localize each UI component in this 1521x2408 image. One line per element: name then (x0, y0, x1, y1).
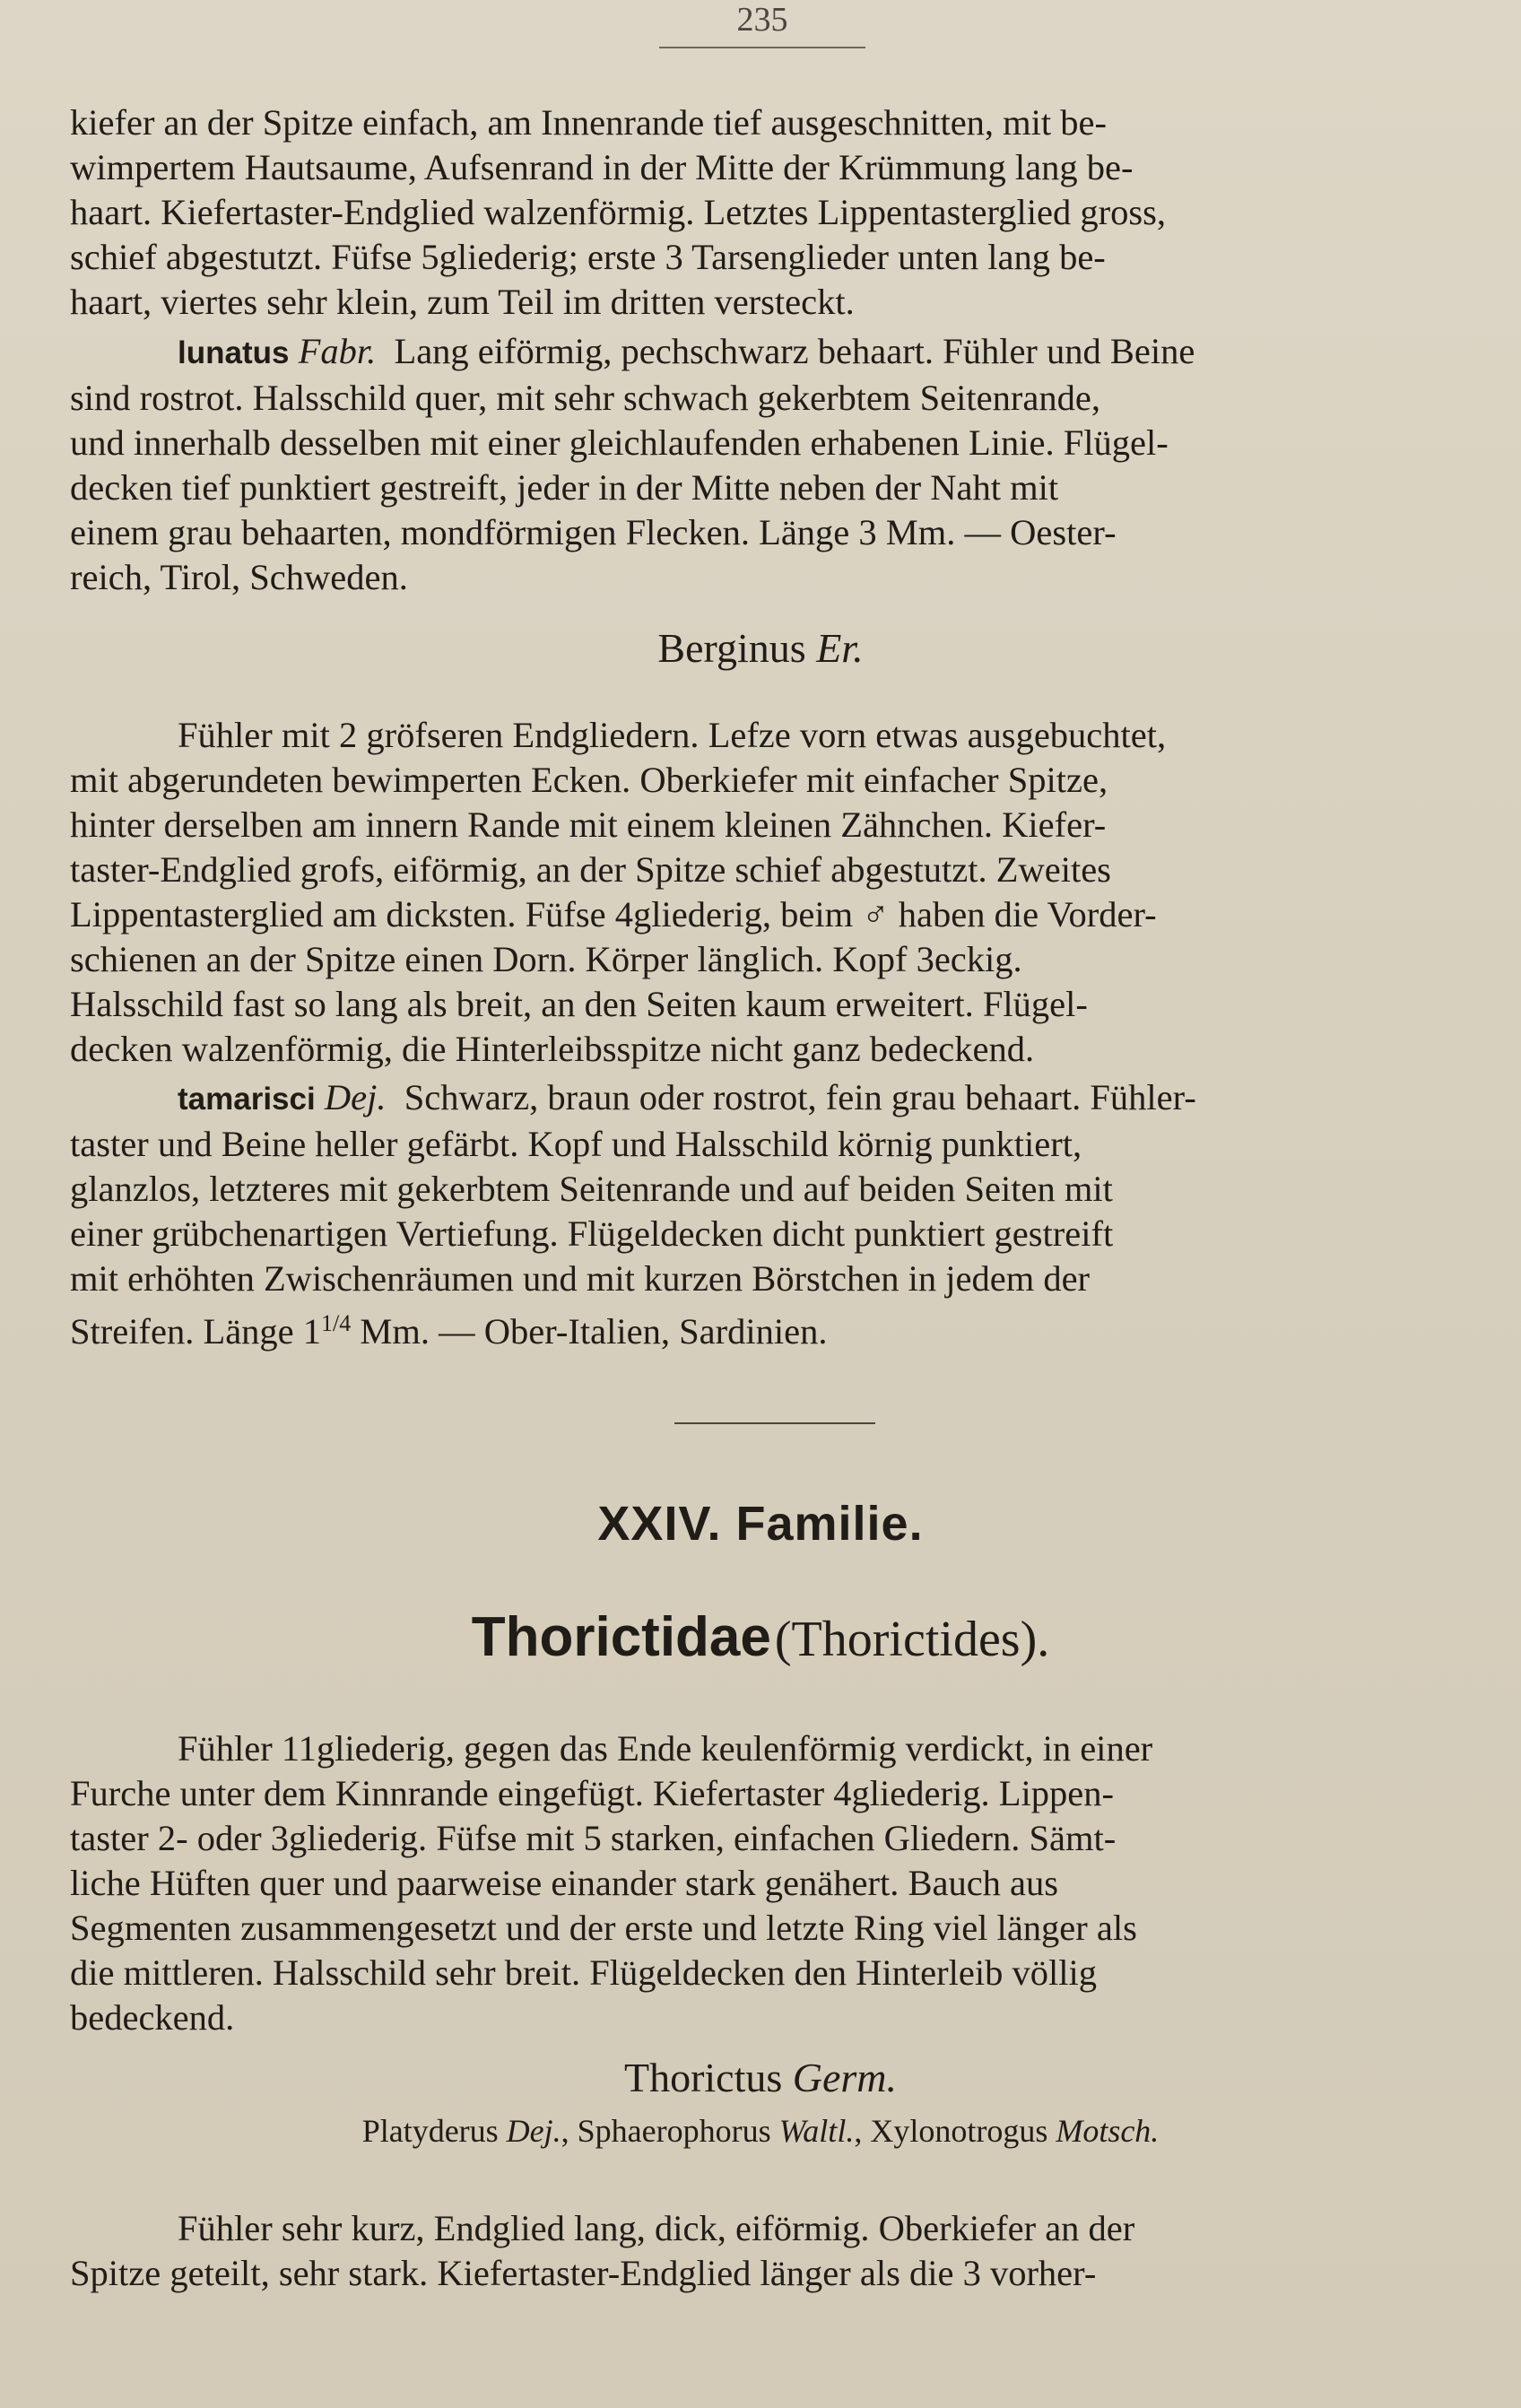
species-name: lunatus (178, 335, 290, 370)
text-line: einem grau behaarten, mondförmigen Flecken. Länge 3 Mm. — Oester- (70, 512, 1117, 552)
text-line: bedeckend. (70, 1997, 235, 2038)
genus-author: Er. (816, 625, 864, 671)
text-fragment: Mm. — Ober-Italien, Sardinien. (351, 1311, 828, 1352)
berginus-description (70, 713, 1451, 1072)
species-lunatus-entry (70, 329, 1451, 600)
text-line: taster-Endglied grofs, eiförmig, an der Spitze schief abgestutzt. Zweites (70, 849, 1111, 890)
text-line: Lippentasterglied am dicksten. Füfse 4gliederig, beim ♂ haben die Vorder- (70, 894, 1157, 935)
text-line: hinter derselben am innern Rande mit einem kleinen Zähnchen. Kiefer- (70, 804, 1107, 845)
header-rule (659, 47, 865, 48)
text-line: Furche unter dem Kinnrande eingefügt. Kiefertaster 4gliederig. Lippen- (70, 1773, 1114, 1813)
text-line: die mittleren. Halsschild sehr breit. Flügeldecken den Hinterleib völlig (70, 1952, 1097, 1993)
fraction: 1/4 (321, 1310, 352, 1336)
text-line: schienen an der Spitze einen Dorn. Körper länglich. Kopf 3eckig. (70, 939, 1022, 979)
synonym: Sphaerophorus (577, 2113, 771, 2149)
text-line: Schwarz, braun oder rostrot, fein grau behaart. Fühler- (404, 1077, 1196, 1117)
text-line: einer grübchenartigen Vertiefung. Flügeldecken dicht punktiert gestreift (70, 1213, 1114, 1254)
text-line: taster 2- oder 3gliederig. Füfse mit 5 starken, einfachen Gliedern. Sämt- (70, 1818, 1117, 1858)
synonym: Xylonotrogus (870, 2113, 1048, 2149)
section-divider (674, 1422, 875, 1424)
text-line: reich, Tirol, Schweden. (70, 557, 408, 597)
text-line: mit abgerundeten bewimperten Ecken. Oberkiefer mit einfacher Spitze, (70, 760, 1108, 800)
genus-heading-thorictus (0, 2054, 1521, 2101)
page-number: 235 (736, 1, 788, 39)
text-line: glanzlos, letzteres mit gekerbtem Seitenrande und auf beiden Seiten mit (70, 1169, 1113, 1209)
genus-name: Thorictus (623, 2055, 783, 2100)
species-name: tamarisci (178, 1082, 316, 1117)
text-line: taster und Beine heller gefärbt. Kopf und Halsschild körnig punktiert, (70, 1124, 1082, 1164)
species-author: Dej. (324, 1077, 387, 1117)
species-tamarisci-entry (70, 1075, 1451, 1354)
text-line: haart. Kiefertaster-Endglied walzenförmig. Letztes Lippentasterglied gross, (70, 192, 1166, 232)
family-name-heading (0, 1605, 1521, 1669)
genus-name: Berginus (657, 625, 806, 671)
text-line-last (70, 1301, 1451, 1354)
text-line: Halsschild fast so lang als breit, an den Seiten kaum erweitert. Flügel- (70, 984, 1088, 1024)
text-line: liche Hüften quer und paarweise einander stark genähert. Bauch aus (70, 1863, 1059, 1903)
family-description (70, 1726, 1451, 2040)
species-first-line (70, 1075, 1451, 1122)
synonym-line: Platyderus Dej., Sphaerophorus Waltl., Xylonotrogus Motsch. (361, 2113, 1160, 2149)
text-line: haart, viertes sehr klein, zum Teil im dritten versteckt. (70, 282, 855, 322)
thorictus-description (70, 2206, 1451, 2296)
text-line: decken tief punktiert gestreift, jeder in der Mitte neben der Naht mit (70, 467, 1059, 508)
text-line: Lang eiförmig, pechschwarz behaart. Fühler und Beine (394, 331, 1195, 371)
species-author: Fabr. (298, 331, 377, 371)
family-number-heading: XXIV. Familie. (597, 1497, 924, 1551)
synonym-author: Dej. (506, 2113, 561, 2149)
text-line: und innerhalb desselben mit einer gleichlaufenden erhabenen Linie. Flügel- (70, 422, 1169, 463)
text-line: Fühler 11gliederig, gegen das Ende keulenförmig verdickt, in einer (178, 1728, 1153, 1769)
intro-paragraph (70, 100, 1451, 325)
synonym: Platyderus (361, 2113, 499, 2149)
text-line: decken walzenförmig, die Hinterleibsspitze nicht ganz bedeckend. (70, 1029, 1035, 1069)
family-alt-name: (Thorictides). (774, 1612, 1050, 1667)
text-line: Segmenten zusammengesetzt und der erste und letzte Ring viel länger als (70, 1908, 1137, 1948)
text-line: kiefer an der Spitze einfach, am Innenrande tief ausgeschnitten, mit be- (70, 102, 1108, 143)
family-name: Thorictidae (471, 1606, 771, 1668)
genus-heading-berginus (0, 624, 1521, 672)
species-first-line (70, 329, 1451, 376)
genus-author: Germ. (792, 2055, 898, 2100)
text-fragment: Streifen. Länge 1 (70, 1311, 322, 1352)
text-line: schief abgestutzt. Füfse 5gliederig; erste 3 Tarsenglieder unten lang be- (70, 237, 1106, 277)
text-line: wimpertem Hautsaume, Aufsenrand in der Mitte der Krümmung lang be- (70, 147, 1134, 187)
synonym-author: Motsch. (1056, 2113, 1160, 2149)
text-line: Fühler mit 2 gröfseren Endgliedern. Lefze vorn etwas ausgebuchtet, (178, 715, 1167, 755)
text-line: mit erhöhten Zwischenräumen und mit kurzen Börstchen in jedem der (70, 1258, 1091, 1299)
synonym-author: Waltl. (778, 2113, 855, 2149)
text-line: sind rostrot. Halsschild quer, mit sehr schwach gekerbtem Seitenrande, (70, 378, 1100, 418)
text-line: Fühler sehr kurz, Endglied lang, dick, eiförmig. Oberkiefer an der (178, 2208, 1135, 2248)
text-line: Spitze geteilt, sehr stark. Kiefertaster-Endglied länger als die 3 vorher- (70, 2253, 1097, 2293)
